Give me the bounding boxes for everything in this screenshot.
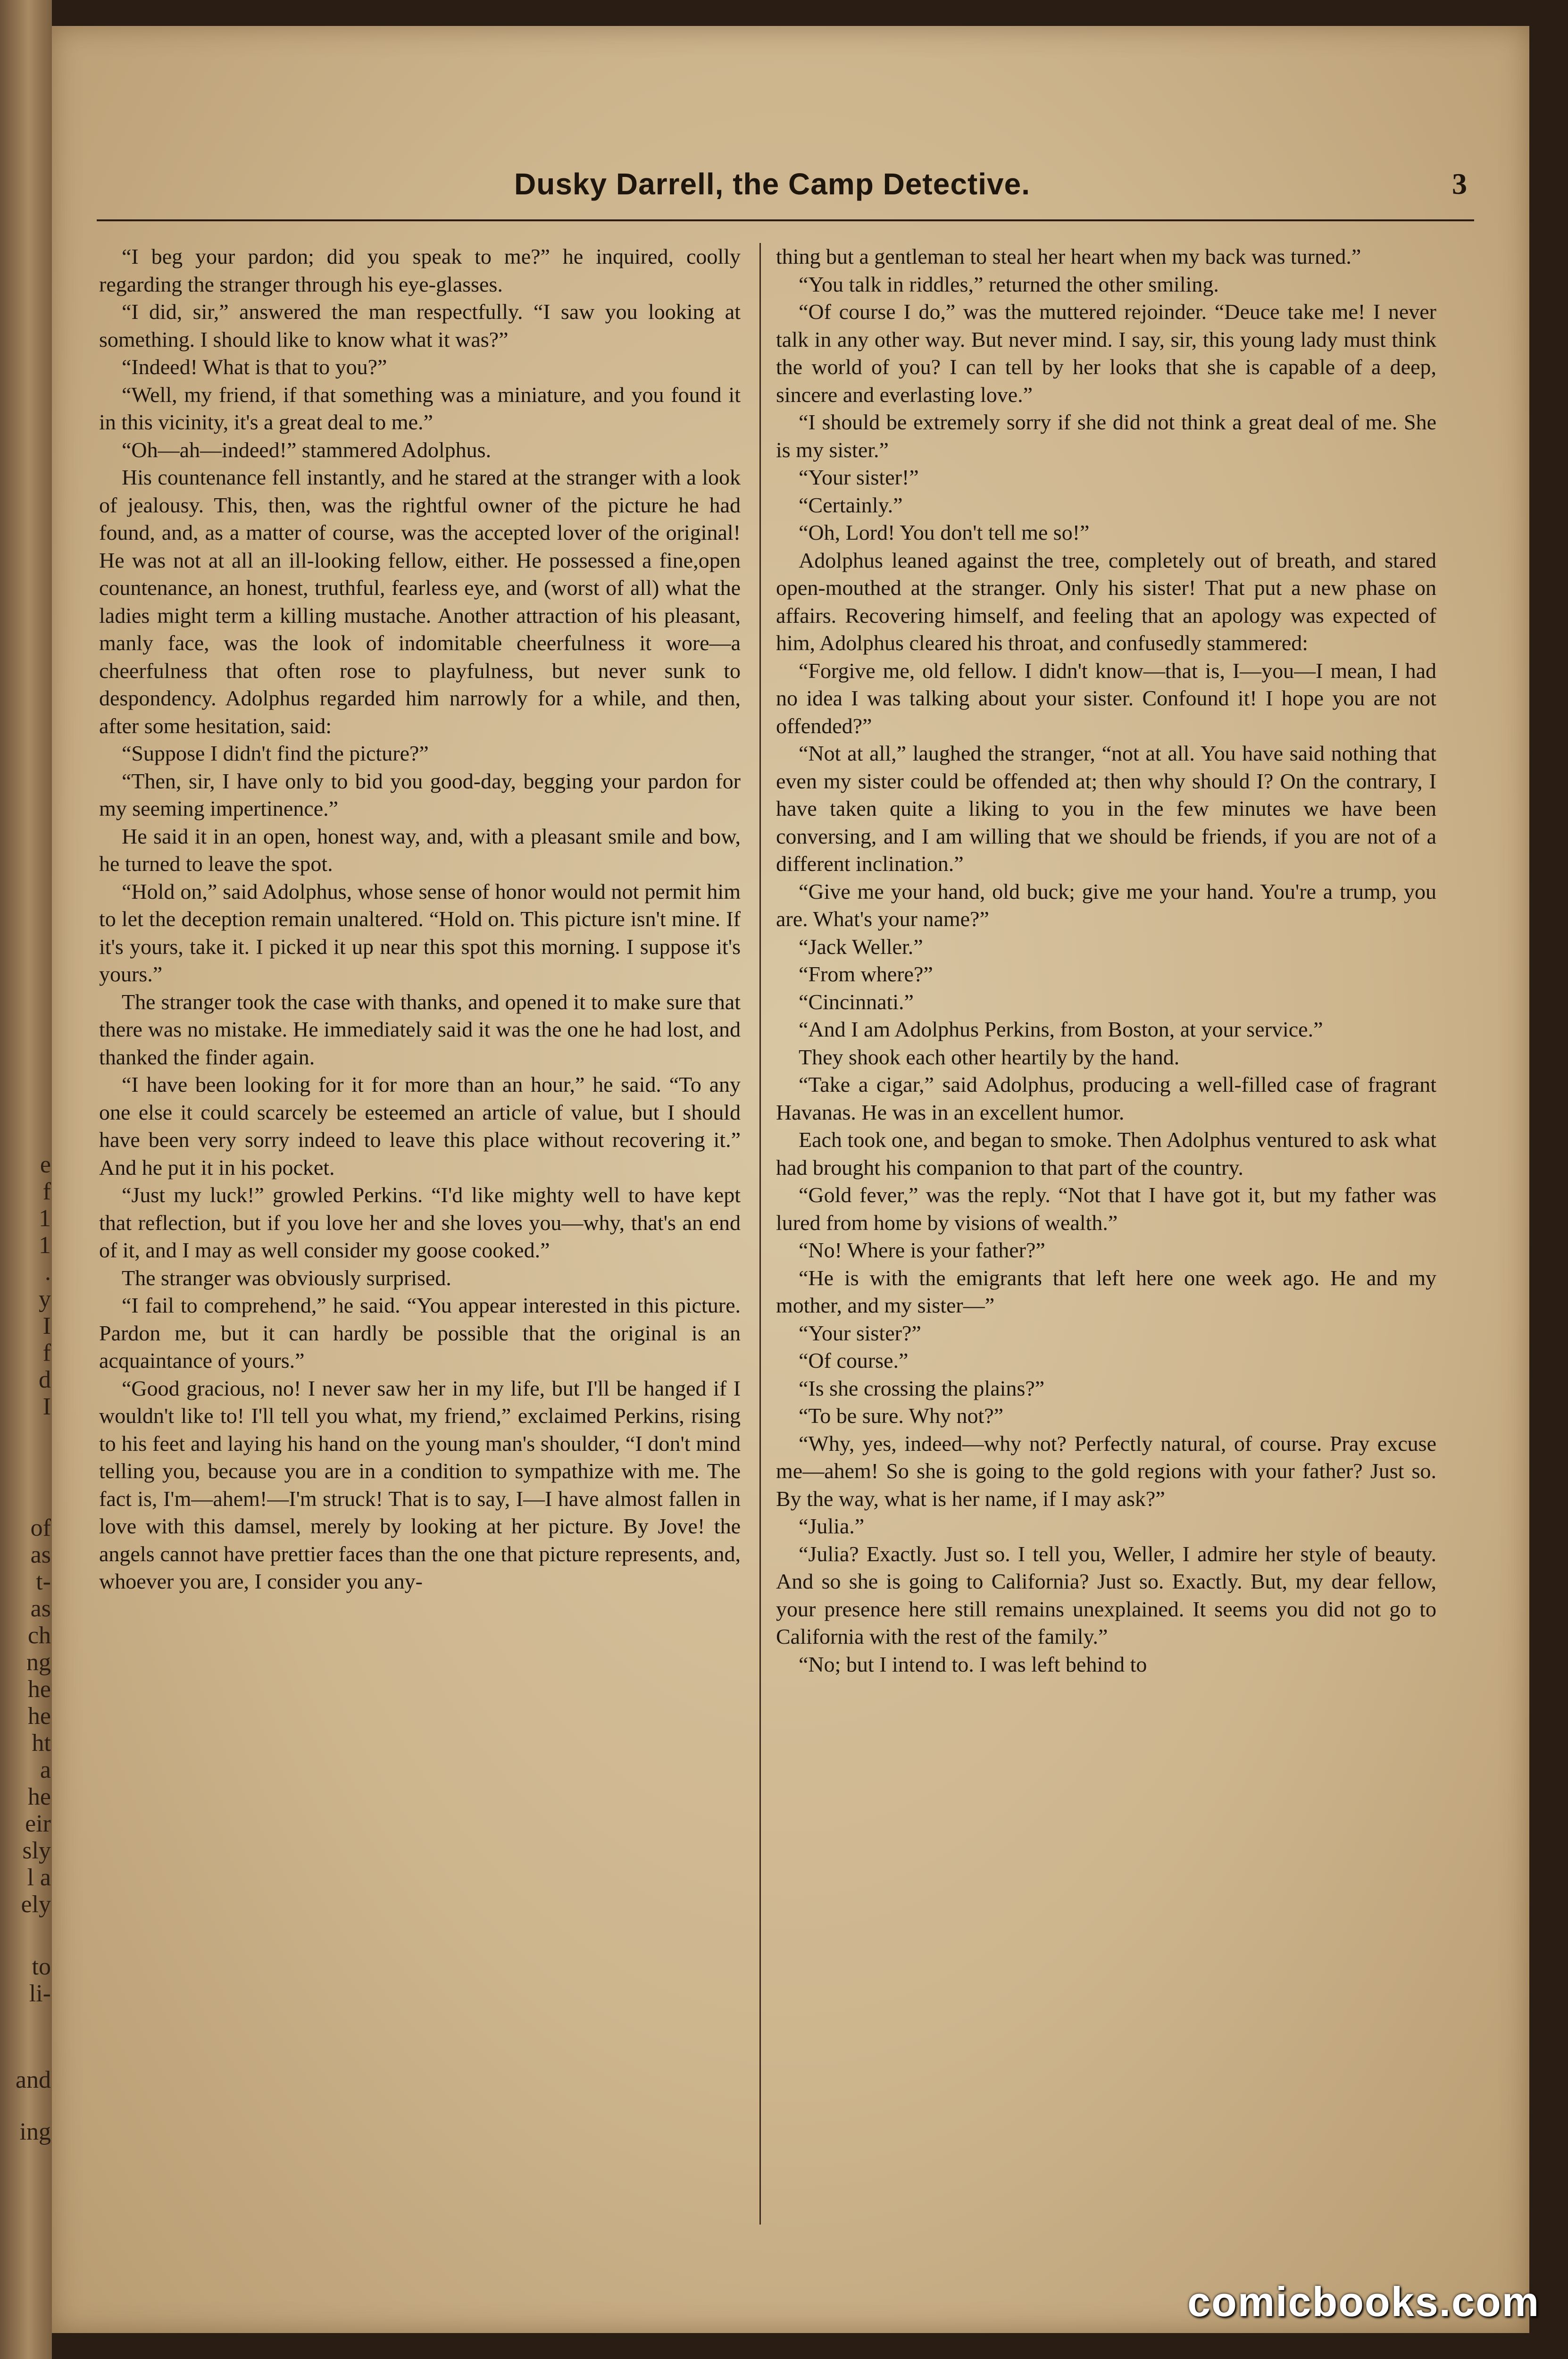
paragraph: “Give me your hand, old buck; give me your hand. You're a trump, you are. What's your name?” <box>776 879 1436 931</box>
paragraph: “You talk in riddles,” returned the other smiling. <box>799 272 1219 296</box>
previous-page-fragment: and <box>15 2066 51 2093</box>
paragraph: “No! Where is your father?” <box>799 1238 1045 1262</box>
paragraph: “Suppose I didn't find the picture?” <box>122 741 429 765</box>
paragraph: “I have been looking for it for more than an hour,” he said. “To any one else it could scarcely be esteemed an article of value, but I should have been very sorry indeed to leave this place without recovering it.” And he put it in his pocket. <box>99 1072 741 1180</box>
paragraph: “Of course I do,” was the muttered rejoinder. “Deuce take me! I never talk in any other way. But never mind. I say, sir, this young lady must think the world of you? I can tell by her looks that she is capable of a deep, sincere and everlasting love.” <box>776 300 1436 407</box>
paragraph: “Hold on,” said Adolphus, whose sense of honor would not permit him to let the deception remain unaltered. “Hold on. This picture isn't mine. If it's yours, take it. I picked it up near this spot this morning. I suppose it's yours.” <box>99 879 741 986</box>
paragraph: “Forgive me, old fellow. I didn't know—that is, I—you—I mean, I had no idea I was talking about your sister. Confound it! I hope you are not offended?” <box>776 658 1436 738</box>
previous-page-fragment: ing <box>19 2118 51 2145</box>
paragraph: His countenance fell instantly, and he stared at the stranger with a look of jealousy. This, then, was the rightful owner of the picture he had found, and, as a matter of course, was the accepted lover of the original! He was not at all an ill-looking fellow, either. He possessed a fine,open countenance, an honest, truthful, fearless eye, and (worst of all) what the ladies might term a killing mustache. Another attraction of his pleasant, manly face, was the look of indomitable cheerfulness it wore—a cheerfulness that often rose to playfulness, but never sunk to despondency. Adolphus regarded him narrowly for a while, and then, after some hesitation, said: <box>99 465 741 738</box>
paragraph: “Julia.” <box>799 1514 865 1538</box>
paragraph: “Oh—ah—indeed!” stammered Adolphus. <box>122 437 492 462</box>
magazine-page <box>52 26 1529 2333</box>
paragraph: They shook each other heartily by the hand. <box>799 1045 1180 1069</box>
paragraph: “Julia? Exactly. Just so. I tell you, Weller, I admire her style of beauty. And so she is going to California? Just so. Exactly. But, my dear fellow, your presence here still remains unexplained. It seems you did not go to California with the rest of the family.” <box>776 1541 1436 1648</box>
paragraph: “Gold fever,” was the reply. “Not that I have got it, but my father was lured from home by visions of wealth.” <box>776 1183 1436 1235</box>
paragraph: The stranger was obviously surprised. <box>122 1265 451 1290</box>
paragraph: “Of course.” <box>799 1348 909 1372</box>
paragraph: “Oh, Lord! You don't tell me so!” <box>799 520 1090 544</box>
paragraph: “Indeed! What is that to you?” <box>122 355 387 379</box>
paragraph: “Take a cigar,” said Adolphus, producing a well-filled case of fragrant Havanas. He was in an excellent humor. <box>776 1072 1436 1124</box>
paragraph: “Your sister?” <box>799 1321 921 1345</box>
paragraph: “I fail to comprehend,” he said. “You appear interested in this picture. Pardon me, but it can hardly be possible that the original is an acquaintance of yours.” <box>99 1293 741 1372</box>
paragraph: “Just my luck!” growled Perkins. “I'd like mighty well to have kept that reflection, but if you love her and she loves you—why, that's an end of it, and I may as well consider my goose cooked.” <box>99 1183 741 1262</box>
previous-page-edge <box>0 0 52 2359</box>
paragraph: “No; but I intend to. I was left behind to <box>799 1652 1147 1676</box>
paragraph: “I should be extremely sorry if she did not think a great deal of me. She is my sister.” <box>776 410 1436 462</box>
paragraph: “Well, my friend, if that something was a miniature, and you found it in this vicinity, it's a great deal to me.” <box>99 382 741 434</box>
paragraph: “Not at all,” laughed the stranger, “not at all. You have said nothing that even my sister could be offended at; then why should I? On the contrary, I have taken quite a liking to you in the few minutes we have been conversing, and I am willing that we should be friends, if you are not of a different inclination.” <box>776 741 1436 876</box>
paragraph: He said it in an open, honest way, and, with a pleasant smile and bow, he turned to leave the spot. <box>99 824 741 876</box>
paragraph: Adolphus leaned against the tree, completely out of breath, and stared open-mouthed at the stranger. Only his sister! That put a new phase on affairs. Recovering himself, and feeling that an apology was expected of him, Adolphus cleared his throat, and confusedly stammered: <box>776 548 1436 655</box>
page-number: 3 <box>1452 167 1467 201</box>
paragraph: thing but a gentleman to steal her heart when my back was turned.” <box>776 244 1361 268</box>
header-rule <box>97 219 1474 221</box>
paragraph: “Certainly.” <box>799 493 903 517</box>
paragraph: “And I am Adolphus Perkins, from Boston, at your service.” <box>799 1017 1323 1041</box>
left-column <box>99 243 741 2225</box>
paragraph: “Good gracious, no! I never saw her in my life, but I'll be hanged if I wouldn't like to! I'll tell you what, my friend,” exclaimed Perkins, rising to his feet and laying his hand on the young man's shoulder, “I don't mind telling you, because you are in a condition to sympathize with me. The fact is, I'm—ahem!—I'm struck! That is to say, I—I have almost fallen in love with this damsel, merely by looking at her picture. By Jove! the angels cannot have prettier faces than the one that picture represents, and, whoever you are, I consider you any- <box>99 1376 741 1593</box>
paragraph: Each took one, and began to smoke. Then Adolphus ventured to ask what had brought his companion to that part of the country. <box>776 1128 1436 1180</box>
running-title: Dusky Darrell, the Camp Detective. <box>514 167 1030 201</box>
running-head <box>123 165 1481 217</box>
paragraph: “Is she crossing the plains?” <box>799 1376 1045 1400</box>
watermark: comicbooks.com <box>1187 2278 1540 2325</box>
paragraph: “Then, sir, I have only to bid you good-day, begging your pardon for my seeming impertinence.” <box>99 769 741 820</box>
previous-page-fragment: to li- <box>29 1953 51 2007</box>
previous-page-fragment: of as t- as ch ng he he ht a he eir sly l a ely <box>21 1514 51 1918</box>
previous-page-fragment: e f 1 1 . y I f d I <box>39 1151 51 1420</box>
paragraph: “I beg your pardon; did you speak to me?” he inquired, coolly regarding the stranger through his eye-glasses. <box>99 244 741 296</box>
paragraph: “To be sure. Why not?” <box>799 1404 1004 1428</box>
paragraph: “Cincinnati.” <box>799 989 914 1014</box>
right-column <box>776 243 1436 2225</box>
column-divider <box>759 243 761 2225</box>
paragraph: “From where?” <box>799 962 933 986</box>
paragraph: “I did, sir,” answered the man respectfully. “I saw you looking at something. I should like to know what it was?” <box>99 300 741 351</box>
paragraph: “He is with the emigrants that left here one week ago. He and my mother, and my sister—” <box>776 1265 1436 1317</box>
paragraph: The stranger took the case with thanks, and opened it to make sure that there was no mistake. He immediately said it was the one he had lost, and thanked the finder again. <box>99 989 741 1069</box>
paragraph: “Why, yes, indeed—why not? Perfectly natural, of course. Pray excuse me—ahem! So she is going to the gold regions with your father? Just so. By the way, what is her name, if I may ask?” <box>776 1431 1436 1511</box>
paragraph: “Jack Weller.” <box>799 934 923 959</box>
paragraph: “Your sister!” <box>799 465 919 489</box>
